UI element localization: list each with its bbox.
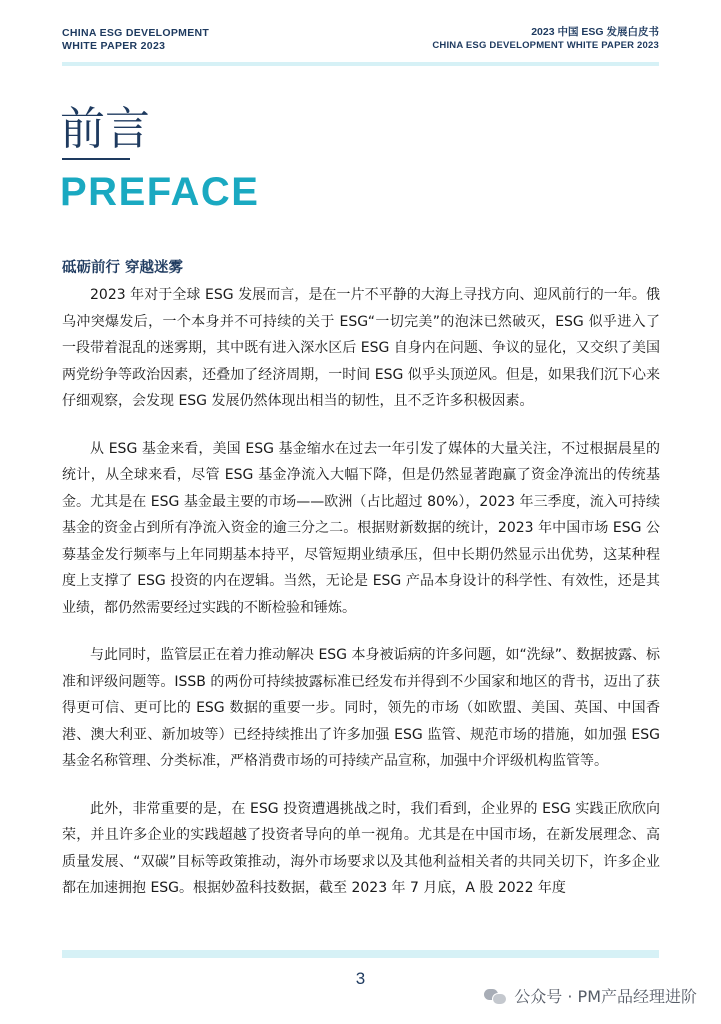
header-right-cn: 2023 中国 ESG 发展白皮书 xyxy=(531,26,659,38)
page-number: 3 xyxy=(355,969,366,988)
body-text xyxy=(62,282,660,923)
paragraph-4: 此外，非常重要的是，在 ESG 投资遭遇挑战之时，我们看到，企业界的 ESG 实践正欣欣向荣，并且许多企业的实践超越了投资者导向的单一视角。尤其是在中国市场，在新发展理念、高质量发展、“双碳”目标等政策推动，海外市场要求以及其他利益相关者的共同关切下，许多企业都在加速拥抱 ESG。根据妙盈科技数据，截至 2023 年 7 月底，A 股 2022 年度 xyxy=(62,800,660,896)
header-left-line1: CHINA ESG DEVELOPMENT xyxy=(62,27,210,39)
header-right-en: CHINA ESG DEVELOPMENT WHITE PAPER 2023 xyxy=(432,40,659,51)
header-right xyxy=(432,25,659,52)
page-title-en: PREFACE xyxy=(60,170,260,214)
wechat-icon xyxy=(484,987,506,1005)
paragraph-3: 与此同时，监管层正在着力推动解决 ESG 本身被诟病的许多问题，如“洗绿”、数据披露、标准和评级问题等。ISSB 的两份可持续披露标准已经发布并得到不少国家和地区的背书，迈出了获得更可信、更可比的 ESG 数据的重要一步。同时，领先的市场（如欧盟、美国、英国、中国香港、澳大利亚、新加坡等）已经持续推出了许多加强 ESG 监管、规范市场的措施，如加强 ESG 基金名称管理、分类标准，严格消费市场的可持续产品宣称，加强中介评级机构监管等。 xyxy=(62,647,660,769)
paragraph-2: 从 ESG 基金来看，美国 ESG 基金缩水在过去一年引发了媒体的大量关注，不过根据晨星的统计，从全球来看，尽管 ESG 基金净流入大幅下降，但是仍然显著跑赢了资金净流出的传统基金。尤其是在 ESG 基金最主要的市场——欧洲（占比超过 80%），2023 年三季度，流入可持续基金的资金占到所有净流入资金的逾三分之二。根据财新数据的统计，2023 年中国市场 ESG 公募基金发行频率与上年同期基本持平，尽管短期业绩承压，但中长期仍然显示出优势，这某种程度上支撑了 ESG 投资的内在逻辑。当然，无论是 ESG 产品本身设计的科学性、有效性，还是其业绩，都仍然需要经过实践的不断检验和锤炼。 xyxy=(62,440,660,616)
header-left xyxy=(62,27,209,52)
paragraph-1: 2023 年对于全球 ESG 发展而言，是在一片不平静的大海上寻找方向、迎风前行的一年。俄乌冲突爆发后，一个本身并不可持续的关于 ESG“一切完美”的泡沫已然破灭，ESG 似乎进入了一段带着混乱的迷雾期，其中既有进入深水区后 ESG 自身内在问题、争议的显化，又交织了美国两党纷争等政治因素，还叠加了经济周期，一时间 ESG 似乎头顶逆风。但是，如果我们沉下心来仔细观察，会发现 ESG 发展仍然体现出相当的韧性，且不乏许多积极因素。 xyxy=(62,287,660,409)
section-heading: 砥砺前行 穿越迷雾 xyxy=(62,260,184,276)
page-title-cn: 前言 xyxy=(60,102,151,155)
header-left-line2: WHITE PAPER 2023 xyxy=(62,39,166,52)
watermark-text: 公众号 · PM产品经理进阶 xyxy=(514,987,697,1006)
watermark xyxy=(484,984,697,1007)
title-underline xyxy=(62,158,130,160)
header-divider xyxy=(62,62,659,66)
footer-divider xyxy=(62,950,659,958)
